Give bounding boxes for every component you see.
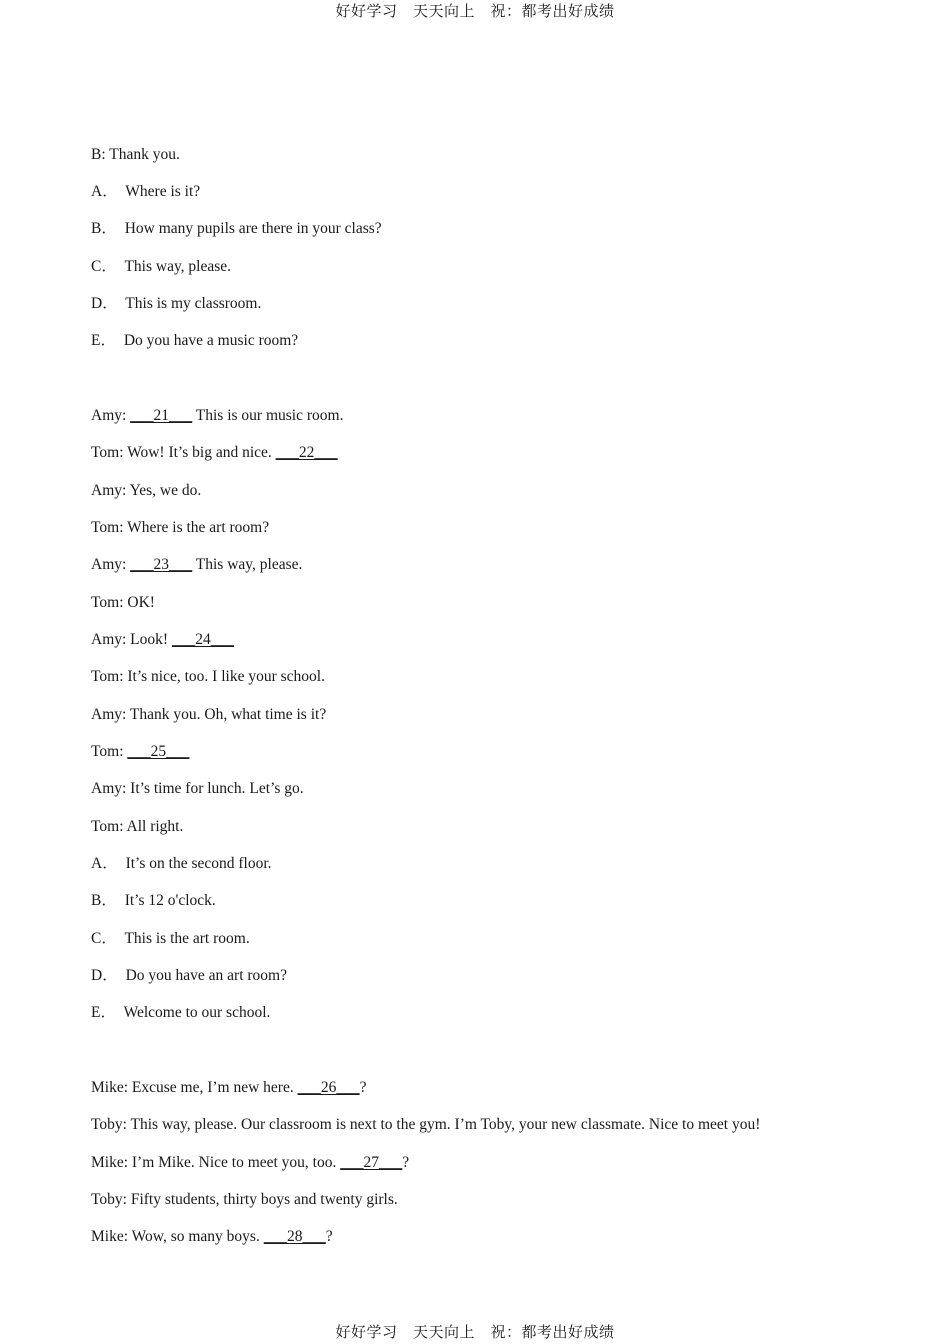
- answer-blank-23[interactable]: ___23___: [130, 556, 193, 573]
- speaker-text: Amy:: [91, 407, 131, 424]
- answer-blank-25[interactable]: ___25___: [127, 743, 190, 760]
- dialogue-line: [91, 1227, 333, 1247]
- answer-blank-21[interactable]: ___21___: [130, 407, 193, 424]
- dialogue-line: Tom: All right.: [91, 818, 184, 835]
- speaker-text: Amy:: [91, 556, 131, 573]
- option-text: Do you have an art room?: [121, 967, 287, 984]
- option-c: [91, 929, 250, 949]
- dialogue-line: Tom: OK!: [91, 594, 155, 611]
- option-letter: A．: [91, 855, 118, 872]
- page-footer: 好好学习 天天向上 祝：都考出好成绩: [335, 1323, 615, 1341]
- dialogue-line: Toby: This way, please. Our classroom is next to the gym. I’m Toby, your new classmate. Nice to meet you!: [91, 1116, 761, 1133]
- option-b: [91, 891, 216, 911]
- speaker-text: Amy: Look!: [91, 631, 172, 648]
- option-text: Where is it?: [121, 183, 201, 200]
- dialogue-line: Amy: Thank you. Oh, what time is it?: [91, 706, 327, 723]
- option-letter: D．: [91, 967, 118, 984]
- dialogue-line: Amy: It’s time for lunch. Let’s go.: [91, 780, 304, 797]
- dialogue-line: [91, 1078, 366, 1098]
- option-d: [91, 966, 287, 986]
- line-text: This is our music room.: [192, 407, 344, 424]
- dialogue-line: Tom: Where is the art room?: [91, 519, 270, 536]
- speaker-text: Mike: Wow, so many boys.: [91, 1228, 264, 1245]
- option-text: This is the art room.: [120, 930, 250, 947]
- answer-blank-27[interactable]: ___27___: [340, 1154, 403, 1171]
- answer-blank-26[interactable]: ___26___: [297, 1079, 360, 1096]
- dialogue-line: [91, 406, 343, 426]
- line-text: ?: [325, 1228, 333, 1245]
- dialogue-line: [91, 630, 234, 650]
- speaker-text: Mike: I’m Mike. Nice to meet you, too.: [91, 1154, 341, 1171]
- option-b: [91, 219, 382, 239]
- option-a: [91, 854, 272, 874]
- dialogue-line: [91, 1153, 409, 1173]
- speaker-text: Tom:: [91, 743, 128, 760]
- page-header: 好好学习 天天向上 祝：都考出好成绩: [335, 2, 615, 20]
- option-text: It’s on the second floor.: [121, 855, 272, 872]
- option-letter: D．: [91, 295, 118, 312]
- line-text: ?: [402, 1154, 410, 1171]
- option-text: Welcome to our school.: [119, 1004, 271, 1021]
- speaker-text: Mike: Excuse me, I’m new here.: [91, 1079, 298, 1096]
- dialogue-line: [91, 742, 189, 762]
- dialogue-line: Amy: Yes, we do.: [91, 482, 202, 499]
- option-text: This is my classroom.: [121, 295, 262, 312]
- dialogue-line: [91, 443, 338, 463]
- option-letter: B．: [91, 892, 117, 909]
- answer-blank-28[interactable]: ___28___: [263, 1228, 326, 1245]
- dialogue-line: [91, 555, 302, 575]
- option-letter: B．: [91, 220, 117, 237]
- option-letter: A．: [91, 183, 118, 200]
- option-letter: C．: [91, 258, 117, 275]
- dialogue-line: Toby: Fifty students, thirty boys and twenty girls.: [91, 1191, 398, 1208]
- dialogue-line: Tom: It’s nice, too. I like your school.: [91, 668, 325, 685]
- option-text: It’s 12 o'clock.: [120, 892, 216, 909]
- line-text: ?: [359, 1079, 367, 1096]
- answer-blank-22[interactable]: ___22___: [275, 444, 338, 461]
- option-text: Do you have a music room?: [119, 332, 299, 349]
- option-d: [91, 294, 261, 314]
- option-letter: C．: [91, 930, 117, 947]
- speaker-text: Tom: Wow! It’s big and nice.: [91, 444, 276, 461]
- line-text: This way, please.: [192, 556, 303, 573]
- option-e: [91, 1003, 270, 1023]
- option-c: [91, 257, 231, 277]
- dialogue-line: B: Thank you.: [91, 146, 180, 163]
- option-e: [91, 331, 298, 351]
- answer-blank-24[interactable]: ___24___: [171, 631, 234, 648]
- option-a: [91, 182, 200, 202]
- option-text: This way, please.: [120, 258, 232, 275]
- option-letter: E．: [91, 332, 116, 349]
- option-letter: E．: [91, 1004, 116, 1021]
- option-text: How many pupils are there in your class?: [120, 220, 382, 237]
